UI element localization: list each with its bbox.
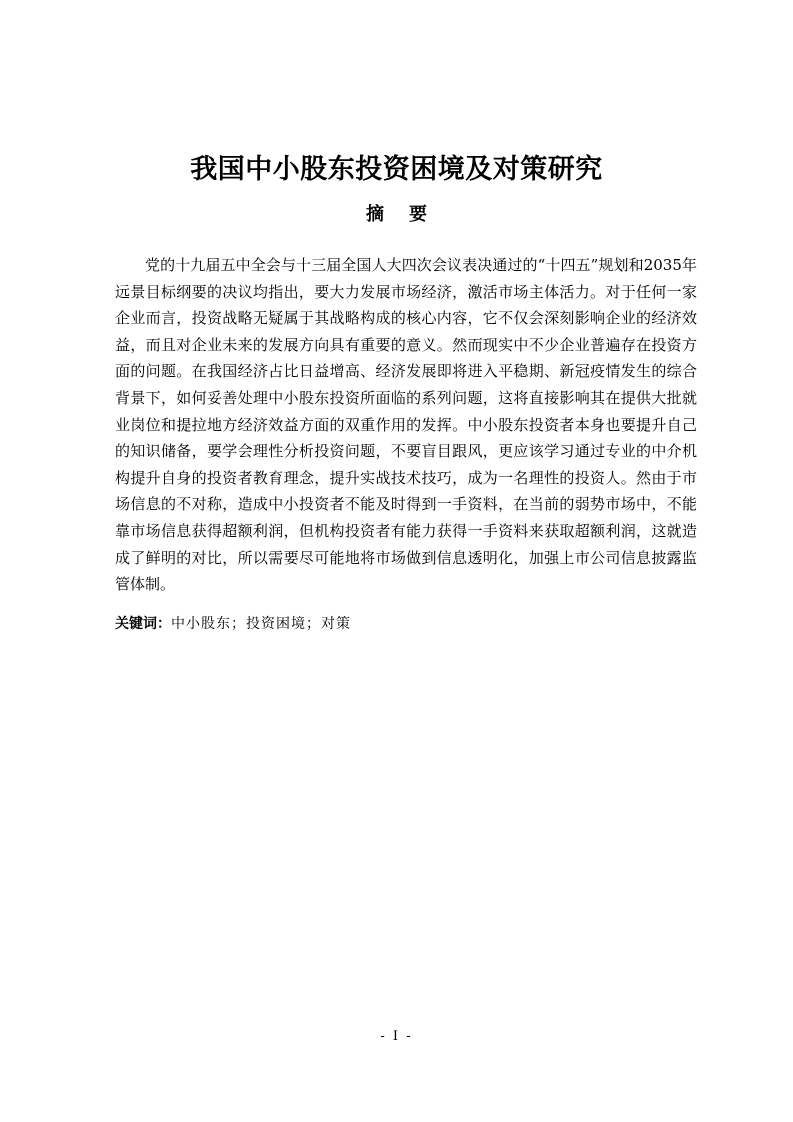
- abstract-heading: 摘 要: [365, 204, 428, 225]
- keywords-line: [115, 612, 697, 636]
- keywords-value: 中小股东；投资困境；对策: [171, 616, 351, 632]
- abstract-paragraph: 党的十九届五中全会与十三届全国人大四次会议表决通过的“十四五”规划和2035年远景目标纲要的决议均指出，要大力发展市场经济，激活市场主体活力。对于任何一家企业而言，投资战略无疑属于其战略构成的核心内容，它不仅会深刻影响企业的经济效益，而且对企业未来的发展方向具有重要的意义。然而现实中不少企业普遍存在投资方面的问题。在我国经济占比日益增高、经济发展即将进入平稳期、新冠疫情发生的综合背景下，如何妥善处理中小股东投资所面临的系列问题，这将直接影响其在提供大批就业岗位和提拉地方经济效益方面的双重作用的发挥。中小股东投资者本身也要提升自己的知识储备，要学会理性分析投资问题，不要盲目跟风，更应该学习通过专业的中介机构提升自身的投资者教育理念，提升实战技术技巧，成为一名理性的投资人。然由于市场信息的不对称，造成中小投资者不能及时得到一手资料，在当前的弱势市场中，不能靠市场信息获得超额利润，但机构投资者有能力获得一手资料来获取超额利润，这就造成了鲜明的对比，所以需要尽可能地将市场做到信息透明化，加强上市公司信息披露监管体制。: [115, 256, 697, 594]
- page-number: - I -: [380, 1029, 413, 1044]
- page-title: 我国中小股东投资困境及对策研究: [190, 154, 603, 185]
- keywords-label: 关键词：: [115, 616, 171, 632]
